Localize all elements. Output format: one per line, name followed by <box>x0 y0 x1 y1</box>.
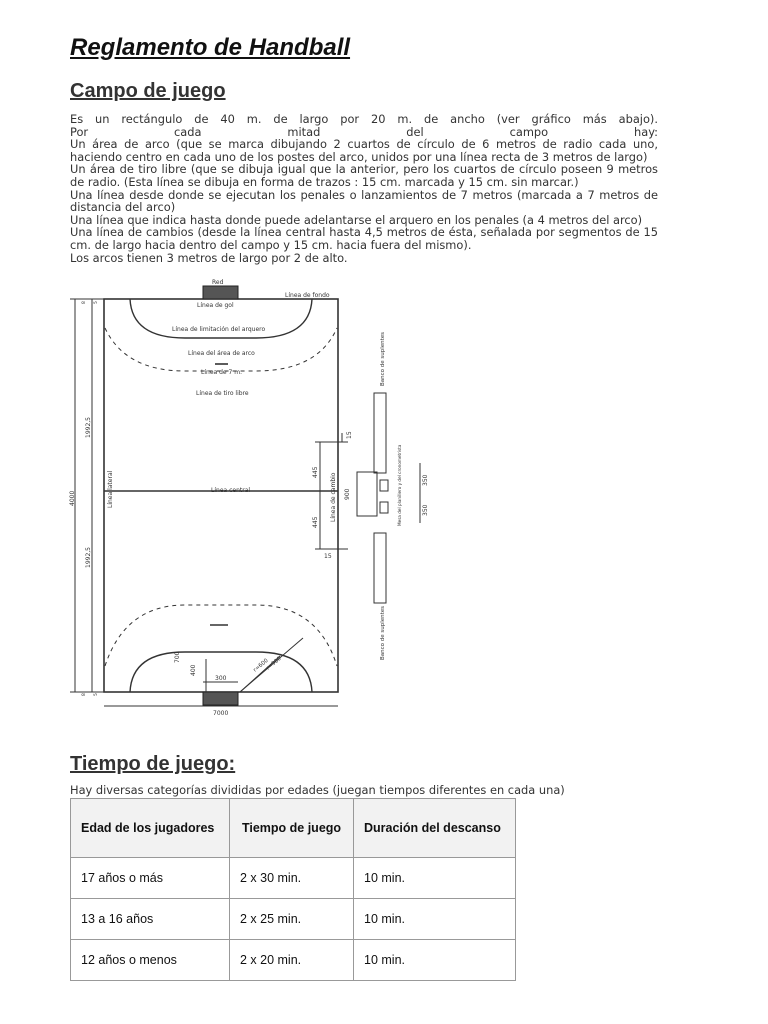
cell-tiempo: 2 x 20 min. <box>230 940 354 981</box>
table-row <box>71 940 516 981</box>
dim-900: 900 <box>344 488 351 500</box>
label-linea-limitacion: Línea de limitación del arquero <box>172 326 266 333</box>
table-row <box>71 899 516 940</box>
section-heading-tiempo: Tiempo de juego: <box>70 753 236 775</box>
cell-descanso: 10 min. <box>354 940 516 981</box>
handball-court-diagram <box>70 278 460 718</box>
cell-edad: 13 a 16 años <box>71 899 230 940</box>
dim-350b: 350 <box>422 504 429 516</box>
dim-7000: 7000 <box>213 710 229 717</box>
label-banco-suplentes: Banco de suplentes <box>380 331 386 386</box>
paragraph: Una línea desde donde se ejecutan los penales o lanzamientos de 7 metros (marcada a 7 metros de distancia del arco) <box>70 187 658 215</box>
dim-8b: 8 <box>82 693 87 696</box>
dim-1992b: 1992,5 <box>85 547 92 568</box>
header-descanso: Duración del descanso <box>354 799 516 858</box>
paragraph: Un área de arco (que se marca dibujando 2 cuartos de círculo de 6 metros de radio cada uno, haciendo centro en cada uno de los postes del arco, unidos por una línea recta de 3 metros de largo) <box>70 137 658 164</box>
label-linea-gol: Línea de gol <box>197 302 234 309</box>
dim-445a: 445 <box>312 466 319 478</box>
goal-area-line-bottom <box>130 652 312 692</box>
dim-700: 700 <box>174 651 181 663</box>
paragraph: Una línea de cambios (desde la línea central hasta 4,5 metros de ésta, señalada por segmentos de 15 cm. de largo hacia dentro del campo y 15 cm. hacia fuera del mismo). <box>70 225 658 252</box>
label-linea-lateral: Línea lateral <box>107 470 114 508</box>
label-linea-area: Línea del área de arco <box>188 350 255 357</box>
label-mesa: Mesa del planillero y del cronometrista <box>397 444 402 526</box>
table-row <box>71 858 516 899</box>
cell-edad: 17 años o más <box>71 858 230 899</box>
paragraph: Por cada mitad del campo hay: <box>70 124 658 139</box>
label-linea-fondo: Línea de fondo <box>285 292 330 299</box>
dim-15a: 15 <box>346 431 353 439</box>
dim-5b: 5 <box>94 693 99 696</box>
dim-350a: 350 <box>422 474 429 486</box>
dim-5a: 5 <box>94 301 99 304</box>
campo-description <box>70 113 658 264</box>
dim-15b: 15 <box>324 553 332 560</box>
paragraph: Los arcos tienen 3 metros de largo por 2 de alto. <box>70 250 348 265</box>
cell-tiempo: 2 x 25 min. <box>230 899 354 940</box>
court-outline <box>104 299 338 692</box>
bench-top <box>374 393 386 473</box>
label-linea-central: Línea central <box>211 487 251 494</box>
cell-edad: 12 años o menos <box>71 940 230 981</box>
goal-bottom <box>203 692 238 705</box>
dim-4000: 4000 <box>69 490 76 506</box>
dim-300: 300 <box>215 675 227 682</box>
scorer-table <box>357 472 377 516</box>
paragraph: Es un rectángulo de 40 m. de largo por 20 m. de ancho (ver gráfico más abajo). <box>70 112 658 126</box>
dim-r600: r=600 <box>252 657 270 674</box>
tiempo-intro: Hay diversas categorías divididas por edades (juegan tiempos diferentes en cada una) <box>70 783 565 797</box>
header-tiempo: Tiempo de juego <box>230 799 354 858</box>
dim-400: 400 <box>190 664 197 676</box>
label-linea-7m: Línea de 7 m. <box>201 369 242 376</box>
section-heading-campo: Campo de juego <box>70 80 226 102</box>
label-linea-cambio: Línea de cambio <box>330 472 337 522</box>
dim-445b: 445 <box>312 516 319 528</box>
paragraph: Un área de tiro libre (que se dibuja igual que la anterior, pero los cuartos de círculo poseen 9 metros de radio. (Esta línea se dibuja en forma de trazos : 15 cm. marcada y 15 cm. sin marcar.) <box>70 162 658 189</box>
cell-descanso: 10 min. <box>354 858 516 899</box>
goal-top <box>203 286 238 299</box>
chair <box>380 502 388 513</box>
page-title: Reglamento de Handball <box>70 34 351 61</box>
paragraph: Una línea que indica hasta donde puede adelantarse el arquero en los penales (a 4 metros del arco) <box>70 212 643 227</box>
game-time-table <box>70 798 516 981</box>
label-linea-tiro-libre: Línea de tiro libre <box>196 390 249 397</box>
dim-r900: r=900 <box>265 655 283 672</box>
table-header-row <box>71 799 516 858</box>
cell-tiempo: 2 x 30 min. <box>230 858 354 899</box>
bench-bottom <box>374 533 386 603</box>
label-red: Red <box>212 279 224 286</box>
header-edad: Edad de los jugadores <box>71 799 230 858</box>
chair <box>380 480 388 491</box>
free-throw-line-bottom <box>105 605 337 666</box>
dim-1992a: 1992,5 <box>85 417 92 438</box>
cell-descanso: 10 min. <box>354 899 516 940</box>
label-banco-suplentes: Banco de suplentes <box>380 605 386 660</box>
dim-8a: 8 <box>82 301 87 304</box>
